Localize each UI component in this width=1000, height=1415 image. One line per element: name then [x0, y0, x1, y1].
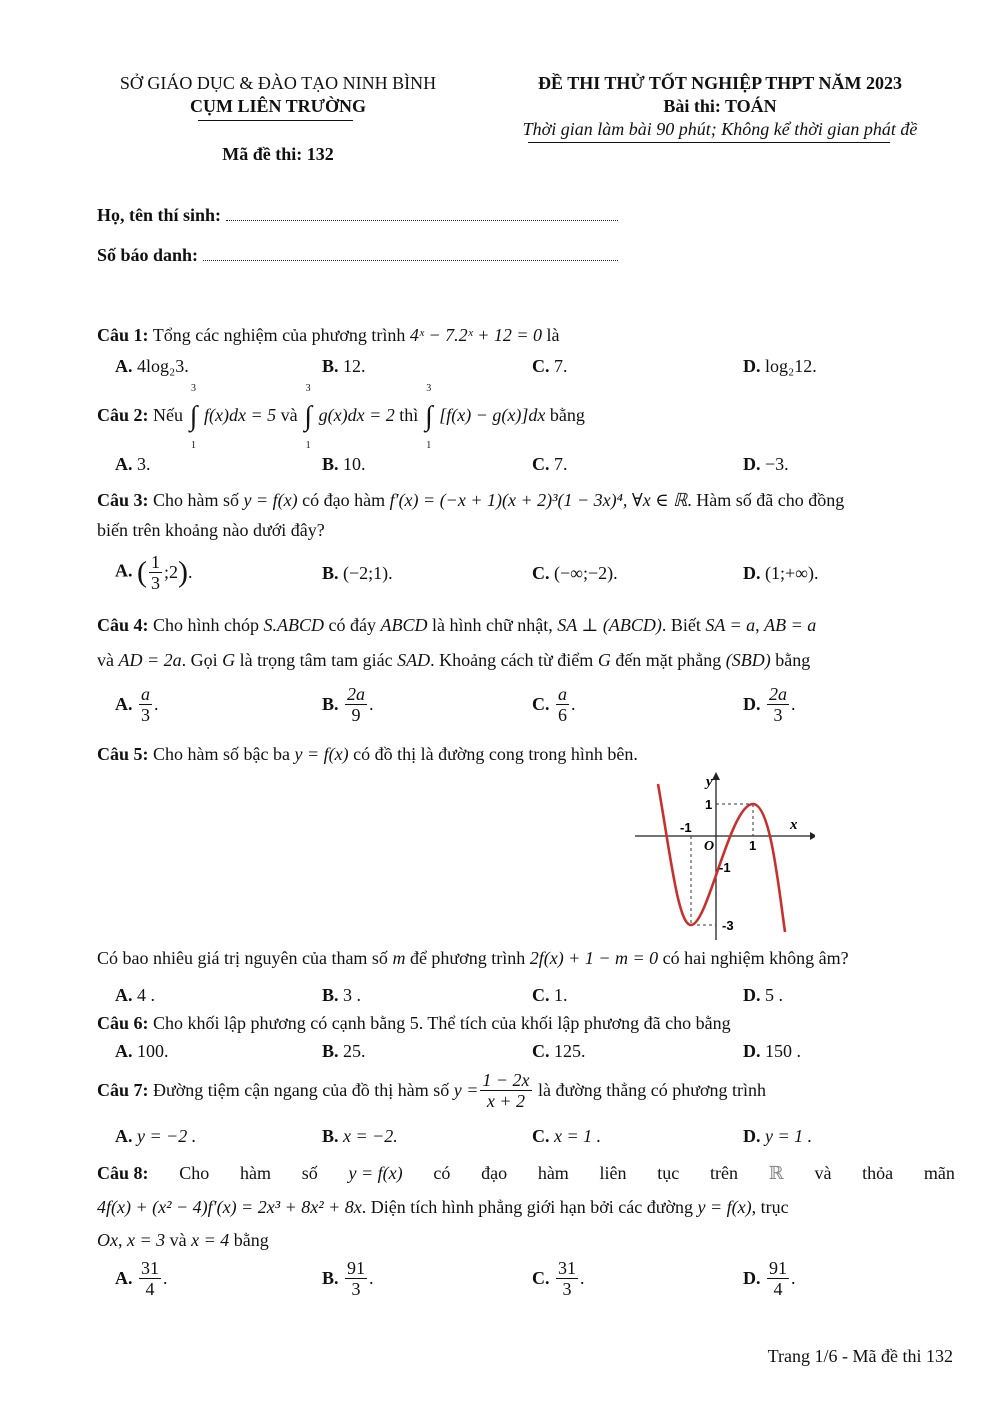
y-axis-arrow: [712, 772, 720, 780]
q7-option-a[interactable]: A. y = −2 .: [115, 1126, 197, 1146]
origin-label: O: [704, 839, 715, 854]
q3-option-a[interactable]: A. ( $\frac{1}{3}$ ;2).: [115, 552, 193, 593]
student-name-label: Họ, tên thí sinh:: [97, 205, 222, 225]
integral-sign: 3 ∫ 1: [424, 383, 433, 451]
question-label: Câu 2:: [97, 405, 149, 426]
q6-option-b[interactable]: B. 25.: [322, 1041, 366, 1061]
question-4: Câu 4: Cho hình chóp S.ABCD có đáy ABCD là hình chữ nhật, SA ⊥ (ABCD). Biết SA = a, AB = a: [97, 615, 817, 635]
derivative: f′(x) = (−x + 1)(x + 2)³(1 − 3x)⁴, ∀x ∈ ℝ: [389, 490, 688, 510]
question-5-prompt: Có bao nhiêu giá trị nguyên của tham số m để phương trình 2f(x) + 1 − m = 0 có hai nghiệm không âm?: [97, 948, 849, 968]
question-8-line2: 4f(x) + (x² − 4)f′(x) = 2x³ + 8x² + 8x. Diện tích hình phẳng giới hạn bởi các đường y = f(x), trục: [97, 1197, 789, 1217]
q4-option-b[interactable]: B. $\frac{2a}{9}$ .: [322, 684, 374, 725]
q7-option-b[interactable]: B. x = −2.: [322, 1126, 398, 1146]
school-department: SỞ GIÁO DỤC & ĐÀO TẠO NINH BÌNH: [119, 73, 437, 93]
integral-1: f(x)dx = 5: [204, 405, 277, 426]
question-text: Cho hàm số: [153, 490, 240, 510]
cubic-curve: [658, 784, 785, 932]
question-text: Nếu: [153, 405, 184, 426]
q1-option-b[interactable]: B. 12.: [322, 356, 366, 376]
q2-option-c[interactable]: C. 7.: [532, 454, 568, 474]
question-label: Câu 5:: [97, 744, 149, 764]
q1-option-a[interactable]: A. 4log₂3.: [115, 356, 189, 376]
question-2: [97, 383, 585, 451]
q1-option-d[interactable]: D. log₂12.: [743, 356, 817, 376]
equation: 4ˣ − 7.2ˣ + 12 = 0: [409, 325, 543, 345]
function: y = f(x): [243, 490, 298, 510]
question-text: bằng: [549, 405, 585, 426]
q6-option-c[interactable]: C. 125.: [532, 1041, 586, 1061]
question-label: Câu 6:: [97, 1013, 149, 1033]
q6-option-a[interactable]: A. 100.: [115, 1041, 169, 1061]
question-label: Câu 1:: [97, 325, 149, 345]
integral-sign: 3 ∫ 1: [189, 383, 198, 451]
question-6: Câu 6: Cho khối lập phương có cạnh bằng 5. Thể tích của khối lập phương đã cho bằng: [97, 1013, 731, 1033]
question-text: và: [280, 405, 298, 426]
tick-x-neg1: -1: [680, 820, 692, 835]
student-id-label: Số báo danh:: [97, 245, 199, 265]
q6-option-d[interactable]: D. 150 .: [743, 1041, 801, 1061]
question-1: [97, 325, 560, 346]
question-7: Câu 7: Đường tiệm cận ngang của đồ thị hàm số y = $\frac{1 - 2x}{x + 2}$ là đường thẳng có phương trình: [97, 1070, 767, 1111]
student-name-field[interactable]: [226, 220, 618, 221]
header-underline-right: [528, 142, 890, 143]
q8-option-c[interactable]: C. $\frac{31}{3}$ .: [532, 1258, 585, 1299]
tick-x-1: 1: [749, 838, 757, 853]
q5-option-a[interactable]: A. 4 .: [115, 985, 155, 1005]
question-label: Câu 3:: [97, 490, 149, 510]
tick-y-1: 1: [705, 797, 713, 812]
exam-title: ĐỀ THI THỬ TỐT NGHIỆP THPT NĂM 2023: [538, 73, 902, 93]
exam-subject: Bài thi: TOÁN: [663, 96, 777, 116]
tick-y-neg1: -1: [719, 860, 731, 875]
integral-2: g(x)dx = 2: [318, 405, 395, 426]
question-label: Câu 8:: [97, 1163, 149, 1183]
q2-option-d[interactable]: D. −3.: [743, 454, 789, 474]
tick-y-neg3: -3: [722, 918, 734, 933]
question-label: Câu 7:: [97, 1080, 149, 1100]
q5-option-c[interactable]: C. 1.: [532, 985, 568, 1005]
question-3: [97, 490, 957, 511]
q8-option-d[interactable]: D. $\frac{91}{4}$ .: [743, 1258, 796, 1299]
q3-option-d[interactable]: D. (1;+∞).: [743, 563, 819, 583]
q4-option-a[interactable]: A. $\frac{a}{3}$ .: [115, 684, 159, 725]
question-8-line3: Ox, x = 3 và x = 4 bằng: [97, 1230, 269, 1250]
q4-option-c[interactable]: C. $\frac{a}{6}$ .: [532, 684, 576, 725]
q5-option-b[interactable]: B. 3 .: [322, 985, 362, 1005]
question-text: . Hàm số đã cho đồng: [687, 490, 845, 510]
q3-option-c[interactable]: C. (−∞;−2).: [532, 563, 618, 583]
q2-option-a[interactable]: A. 3.: [115, 454, 151, 474]
q7-option-c[interactable]: C. x = 1 .: [532, 1126, 602, 1146]
question-8: Câu 8: Cho hàm số y = f(x) có đạo hàm liên tục trên ℝ và thỏa mãn: [97, 1163, 955, 1183]
cubic-graph: [630, 772, 815, 942]
question-text: Tổng các nghiệm của phương trình: [152, 325, 406, 345]
student-id-line: [97, 245, 618, 266]
x-axis-arrow: [810, 832, 815, 840]
question-5: Câu 5: Cho hàm số bậc ba y = f(x) có đồ thị là đường cong trong hình bên.: [97, 744, 638, 764]
q4-option-d[interactable]: D. $\frac{2a}{3}$ .: [743, 684, 796, 725]
student-name-line: [97, 205, 618, 226]
question-text: thì: [399, 405, 419, 426]
y-axis-label: y: [706, 774, 713, 790]
school-cluster: CỤM LIÊN TRƯỜNG: [189, 96, 366, 116]
question-text: là: [546, 325, 560, 345]
x-axis-label: x: [790, 817, 798, 833]
header-underline-left: [198, 120, 353, 121]
q5-option-d[interactable]: D. 5 .: [743, 985, 783, 1005]
q8-option-b[interactable]: B. $\frac{91}{3}$ .: [322, 1258, 374, 1299]
q2-option-b[interactable]: B. 10.: [322, 454, 366, 474]
question-text: có đạo hàm: [302, 490, 386, 510]
page-footer: Trang 1/6 - Mã đề thi 132: [767, 1346, 953, 1366]
student-id-field[interactable]: [203, 260, 618, 261]
q3-option-b[interactable]: B. (−2;1).: [322, 563, 393, 583]
exam-time: Thời gian làm bài 90 phút; Không kể thời gian phát đề: [522, 119, 918, 139]
question-label: Câu 4:: [97, 615, 149, 635]
q7-option-d[interactable]: D. y = 1 .: [743, 1126, 813, 1146]
integral-3: [f(x) − g(x)]dx: [439, 405, 546, 426]
q8-option-a[interactable]: A. $\frac{31}{4}$ .: [115, 1258, 168, 1299]
integral-sign: 3 ∫ 1: [304, 383, 312, 451]
q1-option-c[interactable]: C. 7.: [532, 356, 568, 376]
exam-code: Mã đề thi: 132: [222, 144, 334, 164]
question-3-line2: biến trên khoảng nào dưới đây?: [97, 520, 325, 540]
question-4-line2: và AD = 2a. Gọi G là trọng tâm tam giác SAD. Khoảng cách từ điểm G đến mặt phẳng (SBD) bằng: [97, 650, 811, 670]
